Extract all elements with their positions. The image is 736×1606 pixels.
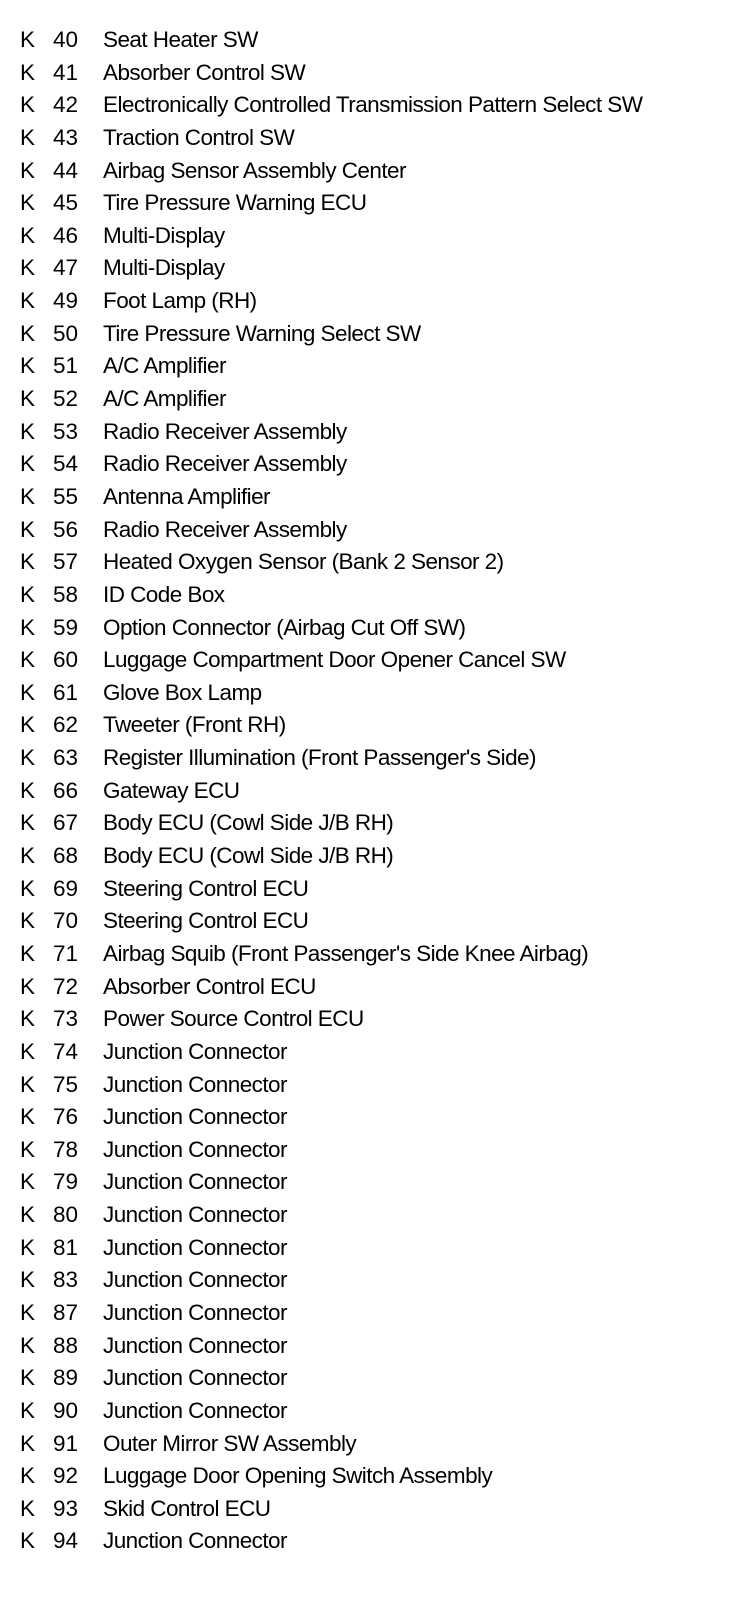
connector-prefix: K bbox=[20, 1136, 36, 1162]
connector-name: Gateway ECU bbox=[103, 777, 240, 803]
connector-code: 57 bbox=[53, 549, 79, 575]
connector-code: 75 bbox=[53, 1071, 79, 1097]
connector-name: Absorber Control SW bbox=[103, 59, 306, 85]
connector-prefix: K bbox=[20, 418, 36, 444]
connector-name: A/C Amplifier bbox=[103, 353, 226, 379]
connector-row bbox=[0, 448, 736, 481]
connector-name: Radio Receiver Assembly bbox=[103, 418, 347, 444]
connector-row bbox=[0, 709, 736, 742]
connector-name: Airbag Sensor Assembly Center bbox=[103, 157, 406, 183]
connector-code: 59 bbox=[53, 614, 79, 640]
connector-name: Tweeter (Front RH) bbox=[103, 712, 286, 738]
connector-row bbox=[0, 873, 736, 906]
connector-code: 40 bbox=[53, 27, 79, 52]
connector-code: 43 bbox=[53, 124, 79, 150]
connector-prefix: K bbox=[20, 581, 36, 607]
connector-name: Junction Connector bbox=[103, 1071, 287, 1097]
connector-row bbox=[0, 1493, 736, 1526]
connector-code: 54 bbox=[53, 451, 79, 477]
connector-code: 94 bbox=[53, 1528, 79, 1554]
connector-code: 63 bbox=[53, 745, 79, 771]
connector-prefix: K bbox=[20, 386, 36, 412]
connector-row bbox=[0, 677, 736, 710]
connector-code: 71 bbox=[53, 940, 79, 966]
connector-name: Electronically Controlled Transmission Pattern Select SW bbox=[103, 92, 643, 118]
connector-name: Absorber Control ECU bbox=[103, 973, 316, 999]
connector-name: Junction Connector bbox=[103, 1365, 287, 1391]
connector-prefix: K bbox=[20, 1495, 36, 1521]
connector-name: Junction Connector bbox=[103, 1267, 287, 1293]
connector-row bbox=[0, 122, 736, 155]
connector-name: Foot Lamp (RH) bbox=[103, 288, 257, 314]
connector-prefix: K bbox=[20, 908, 36, 934]
connector-code: 80 bbox=[53, 1202, 79, 1228]
connector-row bbox=[0, 285, 736, 318]
connector-row bbox=[0, 742, 736, 775]
connector-code: 49 bbox=[53, 288, 79, 314]
connector-code: 87 bbox=[53, 1299, 79, 1325]
connector-name: Junction Connector bbox=[103, 1528, 287, 1554]
connector-prefix: K bbox=[20, 1365, 36, 1391]
connector-code: 47 bbox=[53, 255, 79, 281]
connector-code: 45 bbox=[53, 190, 79, 216]
connector-prefix: K bbox=[20, 353, 36, 379]
connector-row bbox=[0, 24, 736, 57]
connector-prefix: K bbox=[20, 1104, 36, 1130]
connector-row bbox=[0, 1330, 736, 1363]
connector-name: Junction Connector bbox=[103, 1234, 287, 1260]
connector-name: Antenna Amplifier bbox=[103, 483, 271, 509]
connector-code: 56 bbox=[53, 516, 79, 542]
connector-row bbox=[0, 840, 736, 873]
connector-name: Radio Receiver Assembly bbox=[103, 516, 347, 542]
connector-name: Register Illumination (Front Passenger's Side) bbox=[103, 745, 536, 771]
connector-row bbox=[0, 1362, 736, 1395]
connector-row bbox=[0, 1101, 736, 1134]
connector-row bbox=[0, 1069, 736, 1102]
connector-name: Heated Oxygen Sensor (Bank 2 Sensor 2) bbox=[103, 549, 504, 575]
connector-prefix: K bbox=[20, 810, 36, 836]
connector-name: Steering Control ECU bbox=[103, 875, 309, 901]
connector-name: Option Connector (Airbag Cut Off SW) bbox=[103, 614, 466, 640]
connector-name: Multi-Display bbox=[103, 255, 225, 281]
connector-name: Multi-Display bbox=[103, 222, 225, 248]
connector-prefix: K bbox=[20, 483, 36, 509]
connector-code: 52 bbox=[53, 386, 79, 412]
connector-row bbox=[0, 1460, 736, 1493]
connector-code: 90 bbox=[53, 1397, 79, 1423]
connector-code: 44 bbox=[53, 157, 79, 183]
connector-code: 67 bbox=[53, 810, 79, 836]
connector-list bbox=[0, 24, 736, 1558]
connector-prefix: K bbox=[20, 255, 36, 281]
connector-row bbox=[0, 546, 736, 579]
connector-prefix: K bbox=[20, 1463, 36, 1489]
connector-code: 70 bbox=[53, 908, 79, 934]
connector-prefix: K bbox=[20, 1038, 36, 1064]
connector-code: 73 bbox=[53, 1006, 79, 1032]
connector-prefix: K bbox=[20, 647, 36, 673]
connector-row bbox=[0, 1036, 736, 1069]
connector-row bbox=[0, 155, 736, 188]
connector-name: Tire Pressure Warning ECU bbox=[103, 190, 367, 216]
connector-row bbox=[0, 318, 736, 351]
connector-row bbox=[0, 938, 736, 971]
connector-name: Tire Pressure Warning Select SW bbox=[103, 320, 421, 346]
connector-code: 76 bbox=[53, 1104, 79, 1130]
connector-prefix: K bbox=[20, 1430, 36, 1456]
connector-name: A/C Amplifier bbox=[103, 386, 226, 412]
connector-code: 68 bbox=[53, 843, 79, 869]
connector-row bbox=[0, 187, 736, 220]
connector-prefix: K bbox=[20, 1234, 36, 1260]
connector-code: 61 bbox=[53, 679, 79, 705]
connector-row bbox=[0, 644, 736, 677]
connector-name: Body ECU (Cowl Side J/B RH) bbox=[103, 810, 394, 836]
connector-prefix: K bbox=[20, 222, 36, 248]
connector-prefix: K bbox=[20, 1006, 36, 1032]
connector-name: Luggage Compartment Door Opener Cancel SW bbox=[103, 647, 566, 673]
connector-name: Luggage Door Opening Switch Assembly bbox=[103, 1463, 493, 1489]
connector-name: ID Code Box bbox=[103, 581, 225, 607]
connector-prefix: K bbox=[20, 712, 36, 738]
connector-prefix: K bbox=[20, 1332, 36, 1358]
connector-prefix: K bbox=[20, 27, 36, 52]
connector-prefix: K bbox=[20, 940, 36, 966]
connector-code: 51 bbox=[53, 353, 79, 379]
connector-code: 53 bbox=[53, 418, 79, 444]
connector-code: 89 bbox=[53, 1365, 79, 1391]
connector-prefix: K bbox=[20, 190, 36, 216]
connector-prefix: K bbox=[20, 1169, 36, 1195]
connector-prefix: K bbox=[20, 451, 36, 477]
connector-row bbox=[0, 1525, 736, 1558]
connector-name: Junction Connector bbox=[103, 1332, 287, 1358]
connector-row bbox=[0, 252, 736, 285]
connector-code: 58 bbox=[53, 581, 79, 607]
connector-code: 66 bbox=[53, 777, 79, 803]
connector-code: 79 bbox=[53, 1169, 79, 1195]
connector-code: 92 bbox=[53, 1463, 79, 1489]
connector-prefix: K bbox=[20, 745, 36, 771]
connector-prefix: K bbox=[20, 92, 36, 118]
connector-code: 91 bbox=[53, 1430, 79, 1456]
connector-name: Airbag Squib (Front Passenger's Side Knee Airbag) bbox=[103, 940, 589, 966]
connector-row bbox=[0, 514, 736, 547]
connector-name: Junction Connector bbox=[103, 1136, 287, 1162]
connector-name: Junction Connector bbox=[103, 1038, 287, 1064]
connector-name: Steering Control ECU bbox=[103, 908, 309, 934]
connector-row bbox=[0, 1264, 736, 1297]
connector-prefix: K bbox=[20, 157, 36, 183]
connector-row bbox=[0, 383, 736, 416]
connector-prefix: K bbox=[20, 1397, 36, 1423]
connector-row bbox=[0, 905, 736, 938]
connector-name: Junction Connector bbox=[103, 1169, 287, 1195]
connector-prefix: K bbox=[20, 1299, 36, 1325]
connector-prefix: K bbox=[20, 1528, 36, 1554]
connector-row bbox=[0, 612, 736, 645]
connector-code: 74 bbox=[53, 1038, 79, 1064]
connector-prefix: K bbox=[20, 320, 36, 346]
connector-prefix: K bbox=[20, 843, 36, 869]
connector-row bbox=[0, 1297, 736, 1330]
connector-code: 81 bbox=[53, 1234, 79, 1260]
connector-prefix: K bbox=[20, 549, 36, 575]
connector-code: 93 bbox=[53, 1495, 79, 1521]
connector-prefix: K bbox=[20, 288, 36, 314]
connector-name: Junction Connector bbox=[103, 1202, 287, 1228]
connector-code: 55 bbox=[53, 483, 79, 509]
connector-code: 60 bbox=[53, 647, 79, 673]
connector-code: 78 bbox=[53, 1136, 79, 1162]
connector-row bbox=[0, 1395, 736, 1428]
connector-row bbox=[0, 57, 736, 90]
connector-row bbox=[0, 1134, 736, 1167]
connector-name: Traction Control SW bbox=[103, 124, 295, 150]
connector-prefix: K bbox=[20, 679, 36, 705]
connector-prefix: K bbox=[20, 614, 36, 640]
connector-row bbox=[0, 350, 736, 383]
connector-prefix: K bbox=[20, 516, 36, 542]
connector-row bbox=[0, 1003, 736, 1036]
connector-prefix: K bbox=[20, 1267, 36, 1293]
connector-row bbox=[0, 1232, 736, 1265]
connector-code: 69 bbox=[53, 875, 79, 901]
connector-code: 42 bbox=[53, 92, 79, 118]
connector-prefix: K bbox=[20, 973, 36, 999]
connector-row bbox=[0, 775, 736, 808]
connector-name: Radio Receiver Assembly bbox=[103, 451, 347, 477]
connector-row bbox=[0, 1166, 736, 1199]
connector-code: 62 bbox=[53, 712, 79, 738]
connector-row bbox=[0, 971, 736, 1004]
connector-row bbox=[0, 807, 736, 840]
connector-prefix: K bbox=[20, 124, 36, 150]
connector-name: Glove Box Lamp bbox=[103, 679, 262, 705]
connector-name: Skid Control ECU bbox=[103, 1495, 271, 1521]
connector-row bbox=[0, 481, 736, 514]
connector-code: 83 bbox=[53, 1267, 79, 1293]
connector-name: Junction Connector bbox=[103, 1104, 287, 1130]
connector-row bbox=[0, 416, 736, 449]
connector-prefix: K bbox=[20, 777, 36, 803]
connector-code: 50 bbox=[53, 320, 79, 346]
connector-name: Body ECU (Cowl Side J/B RH) bbox=[103, 843, 394, 869]
connector-prefix: K bbox=[20, 59, 36, 85]
connector-code: 72 bbox=[53, 973, 79, 999]
connector-name: Power Source Control ECU bbox=[103, 1006, 364, 1032]
connector-prefix: K bbox=[20, 875, 36, 901]
connector-code: 41 bbox=[53, 59, 79, 85]
connector-row bbox=[0, 1199, 736, 1232]
connector-name: Seat Heater SW bbox=[103, 27, 258, 52]
connector-prefix: K bbox=[20, 1202, 36, 1228]
connector-row bbox=[0, 1428, 736, 1461]
connector-row bbox=[0, 89, 736, 122]
connector-code: 88 bbox=[53, 1332, 79, 1358]
connector-name: Junction Connector bbox=[103, 1397, 287, 1423]
connector-name: Junction Connector bbox=[103, 1299, 287, 1325]
connector-code: 46 bbox=[53, 222, 79, 248]
connector-row bbox=[0, 579, 736, 612]
connector-name: Outer Mirror SW Assembly bbox=[103, 1430, 357, 1456]
connector-row bbox=[0, 220, 736, 253]
connector-prefix: K bbox=[20, 1071, 36, 1097]
